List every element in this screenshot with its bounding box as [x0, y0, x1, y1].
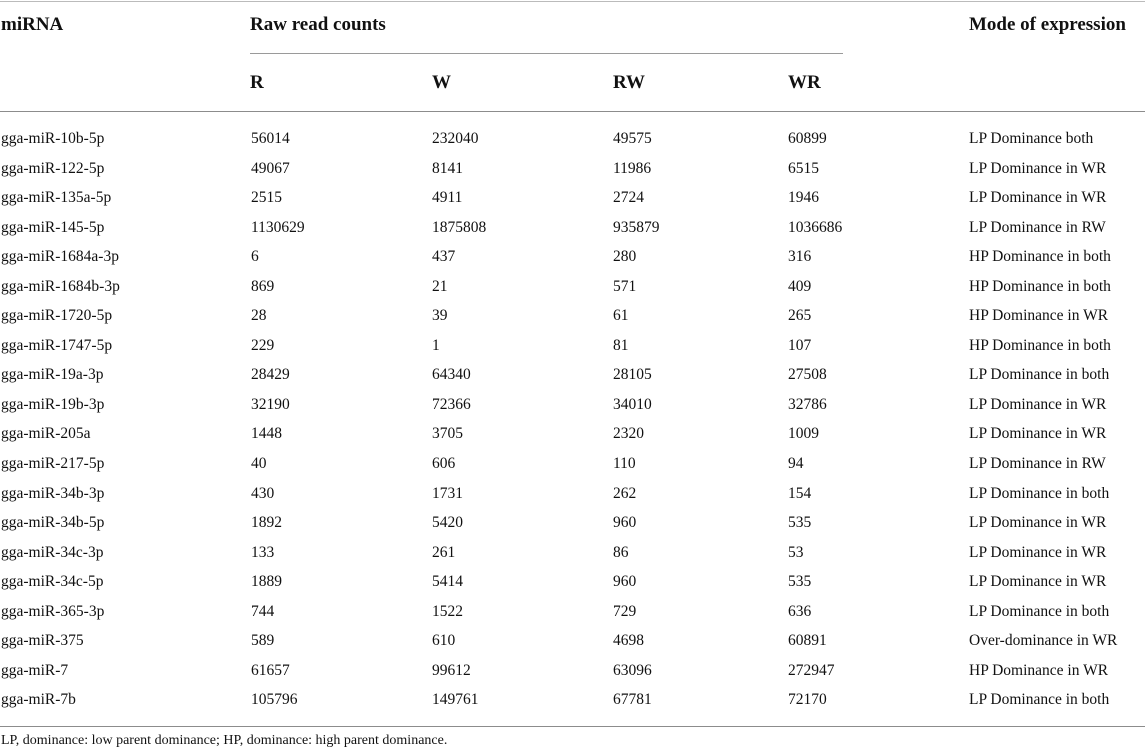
table-bottom-rule — [0, 726, 1145, 727]
r-count-cell: 105796 — [251, 691, 298, 709]
r-count-cell: 1889 — [251, 573, 282, 591]
rw-count-cell: 86 — [613, 543, 629, 561]
mirna-cell: gga-miR-34b-3p — [1, 484, 105, 502]
wr-count-cell: 272947 — [788, 661, 835, 679]
table-row — [0, 687, 1145, 717]
mode-cell: LP Dominance in WR — [969, 514, 1107, 532]
table-row — [0, 451, 1145, 481]
mode-cell: LP Dominance in both — [969, 484, 1110, 502]
r-count-cell: 6 — [251, 248, 259, 266]
table-row — [0, 481, 1145, 511]
mode-cell: LP Dominance in WR — [969, 159, 1107, 177]
wr-count-cell: 1009 — [788, 425, 819, 443]
rw-count-cell: 4698 — [613, 632, 644, 650]
r-count-cell: 1130629 — [251, 218, 305, 236]
w-count-cell: 1875808 — [432, 218, 487, 236]
table-row — [0, 215, 1145, 245]
mirna-cell: gga-miR-19b-3p — [1, 395, 105, 413]
w-count-cell: 261 — [432, 543, 456, 561]
mirna-cell: gga-miR-365-3p — [1, 602, 105, 620]
mode-cell: HP Dominance in WR — [969, 307, 1109, 325]
table-row — [0, 126, 1145, 156]
mirna-cell: gga-miR-34b-5p — [1, 514, 105, 532]
header-r: R — [250, 72, 264, 93]
mirna-cell: gga-miR-375 — [1, 632, 84, 650]
w-count-cell: 21 — [432, 277, 448, 295]
mirna-cell: gga-miR-1747-5p — [1, 336, 113, 354]
mode-cell: HP Dominance in both — [969, 336, 1111, 354]
mode-cell: LP Dominance in WR — [969, 573, 1107, 591]
header-rw: RW — [613, 72, 646, 93]
w-count-cell: 72366 — [432, 395, 471, 413]
w-count-cell: 5414 — [432, 573, 463, 591]
table-row — [0, 185, 1145, 215]
mode-cell: HP Dominance in both — [969, 248, 1111, 266]
mode-cell: LP Dominance in WR — [969, 425, 1107, 443]
table-top-rule — [0, 1, 1145, 2]
rw-count-cell: 11986 — [613, 159, 652, 177]
mode-cell: Over-dominance in WR — [969, 632, 1118, 650]
wr-count-cell: 535 — [788, 514, 812, 532]
rw-count-cell: 61 — [613, 307, 629, 325]
wr-count-cell: 1036686 — [788, 218, 843, 236]
mode-cell: LP Dominance in WR — [969, 189, 1107, 207]
w-count-cell: 99612 — [432, 661, 471, 679]
r-count-cell: 49067 — [251, 159, 290, 177]
r-count-cell: 430 — [251, 484, 275, 502]
table-row — [0, 510, 1145, 540]
rw-count-cell: 49575 — [613, 130, 652, 147]
w-count-cell: 149761 — [432, 691, 479, 709]
wr-count-cell: 636 — [788, 602, 812, 620]
header-mode-of-expression: Mode of expression — [969, 14, 1126, 35]
w-count-cell: 4911 — [432, 189, 463, 207]
mirna-cell: gga-miR-7 — [1, 661, 69, 679]
mode-cell: HP Dominance in both — [969, 277, 1111, 295]
mode-cell: LP Dominance in both — [969, 602, 1110, 620]
w-count-cell: 1522 — [432, 602, 463, 620]
header-mirna: miRNA — [1, 14, 64, 35]
mirna-cell: gga-miR-122-5p — [1, 159, 105, 177]
wr-count-cell: 72170 — [788, 691, 827, 709]
rw-count-cell: 63096 — [613, 661, 652, 679]
r-count-cell: 1448 — [251, 425, 282, 443]
rw-count-cell: 110 — [613, 455, 636, 473]
r-count-cell: 28429 — [251, 366, 290, 384]
w-count-cell: 437 — [432, 248, 456, 266]
mirna-cell: gga-miR-1720-5p — [1, 307, 113, 325]
mirna-cell: gga-miR-145-5p — [1, 218, 105, 236]
w-count-cell: 3705 — [432, 425, 463, 443]
table-row — [0, 421, 1145, 451]
rw-count-cell: 960 — [613, 573, 637, 591]
mode-cell: LP Dominance in RW — [969, 455, 1106, 473]
mode-cell: LP Dominance in both — [969, 366, 1110, 384]
wr-count-cell: 60891 — [788, 632, 827, 650]
r-count-cell: 56014 — [251, 130, 290, 147]
mirna-cell: gga-miR-19a-3p — [1, 366, 104, 384]
table-row — [0, 362, 1145, 392]
r-count-cell: 744 — [251, 602, 275, 620]
rw-count-cell: 2320 — [613, 425, 644, 443]
mirna-cell: gga-miR-1684b-3p — [1, 277, 120, 295]
mirna-cell: gga-miR-135a-5p — [1, 189, 112, 207]
table-footnote: LP, dominance: low parent dominance; HP, dominance: high parent dominance. — [1, 733, 448, 748]
wr-count-cell: 316 — [788, 248, 812, 266]
w-count-cell: 8141 — [432, 159, 463, 177]
table-row — [0, 658, 1145, 688]
wr-count-cell: 107 — [788, 336, 812, 354]
w-count-cell: 232040 — [432, 130, 479, 147]
rw-count-cell: 935879 — [613, 218, 660, 236]
table-row — [0, 274, 1145, 304]
wr-count-cell: 1946 — [788, 189, 819, 207]
wr-count-cell: 60899 — [788, 130, 827, 147]
r-count-cell: 61657 — [251, 661, 290, 679]
wr-count-cell: 27508 — [788, 366, 827, 384]
wr-count-cell: 409 — [788, 277, 812, 295]
wr-count-cell: 154 — [788, 484, 812, 502]
r-count-cell: 2515 — [251, 189, 282, 207]
rw-count-cell: 81 — [613, 336, 629, 354]
mode-cell: LP Dominance in RW — [969, 218, 1106, 236]
table-body — [0, 126, 1145, 717]
table-row — [0, 599, 1145, 629]
wr-count-cell: 32786 — [788, 395, 827, 413]
rw-count-cell: 262 — [613, 484, 637, 502]
r-count-cell: 229 — [251, 336, 275, 354]
mirna-cell: gga-miR-217-5p — [1, 455, 105, 473]
w-count-cell: 39 — [432, 307, 448, 325]
r-count-cell: 40 — [251, 455, 267, 473]
table-row — [0, 540, 1145, 570]
r-count-cell: 869 — [251, 277, 275, 295]
mirna-cell: gga-miR-7b — [1, 691, 76, 709]
rw-count-cell: 960 — [613, 514, 637, 532]
table-row — [0, 303, 1145, 333]
mode-cell: LP Dominance in WR — [969, 543, 1107, 561]
table-row — [0, 628, 1145, 658]
table-row — [0, 244, 1145, 274]
mirna-cell: gga-miR-34c-5p — [1, 573, 104, 591]
r-count-cell: 32190 — [251, 395, 290, 413]
wr-count-cell: 6515 — [788, 159, 819, 177]
wr-count-cell: 94 — [788, 455, 804, 473]
wr-count-cell: 53 — [788, 543, 804, 561]
header-raw-read-counts: Raw read counts — [250, 14, 386, 35]
mirna-cell: gga-miR-34c-3p — [1, 543, 104, 561]
header-bottom-rule — [0, 111, 1145, 112]
wr-count-cell: 265 — [788, 307, 812, 325]
table-row — [0, 333, 1145, 363]
r-count-cell: 133 — [251, 543, 275, 561]
mode-cell: LP Dominance both — [969, 130, 1094, 147]
header-w: W — [432, 72, 451, 93]
rw-count-cell: 729 — [613, 602, 637, 620]
r-count-cell: 1892 — [251, 514, 282, 532]
rw-count-cell: 67781 — [613, 691, 652, 709]
rw-count-cell: 2724 — [613, 189, 644, 207]
mirna-cell: gga-miR-10b-5p — [1, 130, 105, 147]
header-wr: WR — [788, 72, 821, 93]
rw-count-cell: 34010 — [613, 395, 652, 413]
mirna-cell: gga-miR-1684a-3p — [1, 248, 119, 266]
w-count-cell: 1731 — [432, 484, 463, 502]
mode-cell: LP Dominance in WR — [969, 395, 1107, 413]
mode-cell: LP Dominance in both — [969, 691, 1110, 709]
table-row — [0, 569, 1145, 599]
r-count-cell: 28 — [251, 307, 267, 325]
raw-counts-group-rule — [250, 53, 843, 54]
rw-count-cell: 28105 — [613, 366, 652, 384]
rw-count-cell: 571 — [613, 277, 637, 295]
w-count-cell: 5420 — [432, 514, 463, 532]
rw-count-cell: 280 — [613, 248, 637, 266]
table-row — [0, 392, 1145, 422]
table-row — [0, 156, 1145, 186]
w-count-cell: 64340 — [432, 366, 471, 384]
w-count-cell: 610 — [432, 632, 456, 650]
wr-count-cell: 535 — [788, 573, 812, 591]
w-count-cell: 1 — [432, 336, 440, 354]
w-count-cell: 606 — [432, 455, 456, 473]
mode-cell: HP Dominance in WR — [969, 661, 1109, 679]
mirna-cell: gga-miR-205a — [1, 425, 91, 443]
r-count-cell: 589 — [251, 632, 275, 650]
